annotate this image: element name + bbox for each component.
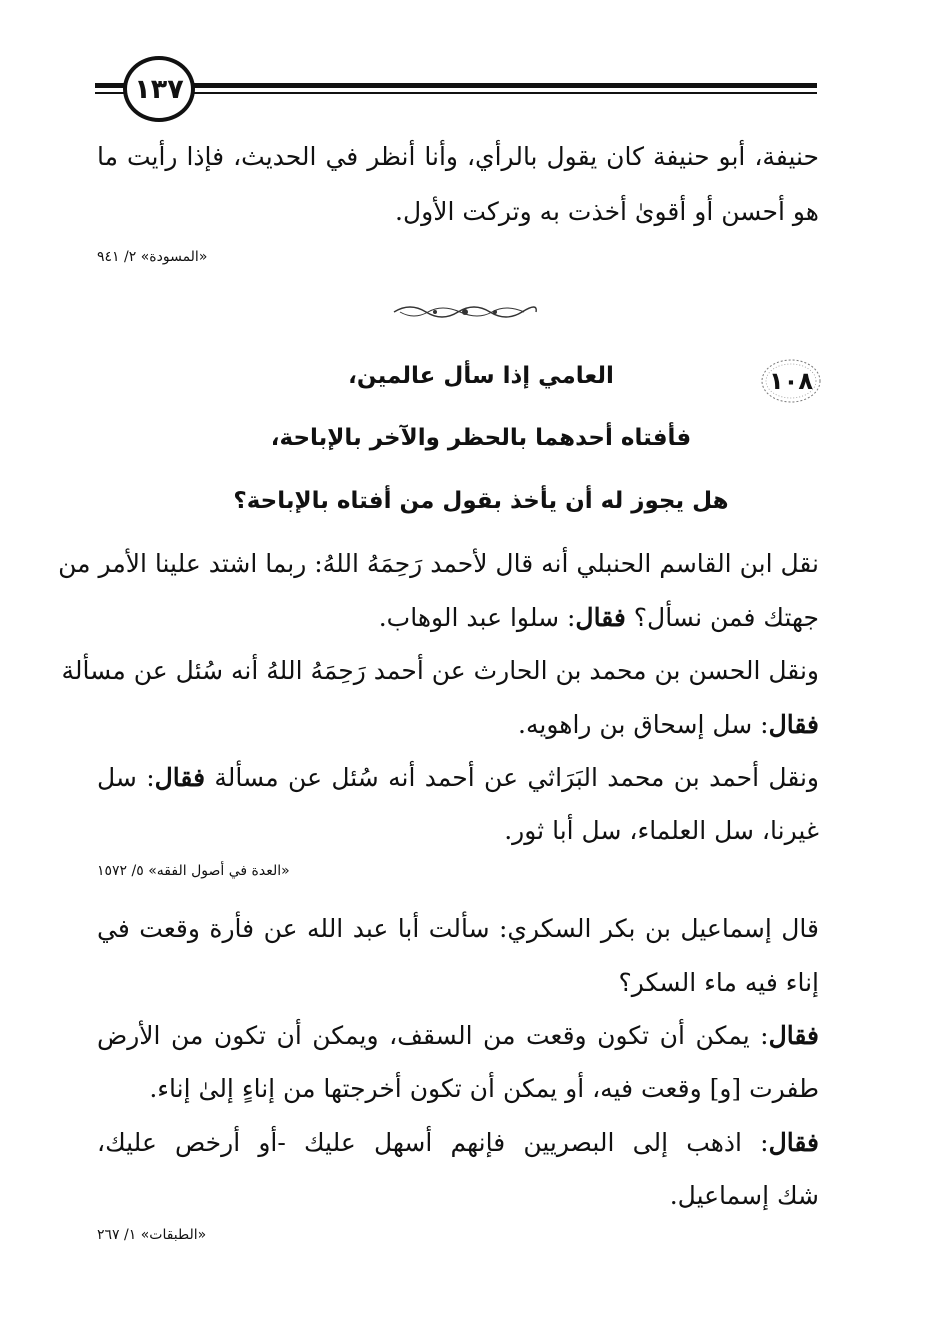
- header-rule-thick: [95, 83, 817, 88]
- source-citation-1: [97, 244, 819, 270]
- section-title-line-1: العامي إذا سأل عالمين،: [348, 363, 614, 389]
- intro-line-1: حنيفة، أبو حنيفة كان يقول بالرأي، وأنا أنظر في الحديث، فإذا رأيت ما: [97, 142, 819, 171]
- text-run: : سل: [97, 763, 155, 792]
- paragraph-1-line-2: [97, 595, 819, 641]
- paragraph-2-line-1: ونقل الحسن بن محمد بن الحارث عن أحمد رَحِمَهُ اللهُ أنه سُئل عن مسألة: [61, 656, 819, 685]
- speaker-label: فقال: [768, 1021, 819, 1050]
- section-title-line-3: هل يجوز له أن يأخذ بقول من أفتاه بالإباحة؟: [233, 488, 729, 514]
- speaker-label: فقال: [154, 763, 206, 792]
- paragraph-3-line-2: غيرنا، سل العلماء، سل أبا ثور.: [504, 816, 819, 845]
- text-run: ونقل أحمد بن محمد البَرَاثي عن أحمد أنه سُئل عن مسألة: [205, 763, 819, 792]
- header-rule-thin: [95, 92, 817, 94]
- text-run: : سل إسحاق بن راهويه.: [518, 710, 769, 739]
- speaker-label: فقال: [768, 710, 819, 739]
- source-citation-3-text: «الطبقات» ١/ ٢٦٧: [97, 1227, 207, 1243]
- section-number: ١٠٨: [769, 367, 813, 395]
- page-number-text: ١٣٧: [134, 73, 184, 105]
- section-title-line-2: فأفتاه أحدهما بالحظر والآخر بالإباحة،: [270, 425, 692, 451]
- text-run: : اذهب إلى البصريين فإنهم أسهل عليك -أو أرخص عليك،: [97, 1128, 769, 1157]
- text-run: جهتك فمن نسأل؟: [625, 603, 819, 632]
- paragraph-2-line-2: [97, 702, 819, 748]
- page-number: [123, 56, 195, 122]
- source-citation-2: [97, 858, 819, 884]
- source-citation-1-text: «المسودة» ٢/ ٩٤١: [97, 249, 208, 265]
- paragraph-3-line-1: [97, 755, 819, 801]
- speaker-label: فقال: [768, 1128, 819, 1157]
- paragraph-5-line-1: [97, 1013, 819, 1059]
- paragraph-4-line-1: قال إسماعيل بن بكر السكري: سألت أبا عبد الله عن فأرة وقعت في: [97, 914, 819, 943]
- paragraph-5-line-2: طفرت [و] وقعت فيه، أو يمكن أن تكون أخرجتها من إناءٍ إلىٰ إناء.: [149, 1074, 819, 1103]
- paragraph-6-line-2: شك إسماعيل.: [669, 1181, 819, 1210]
- text-run: : يمكن أن تكون وقعت من السقف، ويمكن أن تكون من الأرض: [97, 1021, 769, 1050]
- ornament-divider: [390, 300, 540, 324]
- text-run: : سلوا عبد الوهاب.: [378, 603, 576, 632]
- source-citation-3: [97, 1222, 819, 1248]
- paragraph-4-line-2: إناء فيه ماء السكر؟: [618, 968, 819, 997]
- paragraph-6-line-1: [97, 1120, 819, 1166]
- speaker-label: فقال: [575, 603, 626, 632]
- intro-line-2: هو أحسن أو أقوىٰ أخذت به وتركت الأول.: [395, 197, 819, 226]
- source-citation-2-text: «العدة في أصول الفقه» ٥/ ١٥٧٢: [97, 863, 290, 879]
- paragraph-1-line-1: نقل ابن القاسم الحنبلي أنه قال لأحمد رَحِمَهُ اللهُ: ربما اشتد علينا الأمر من: [58, 549, 819, 578]
